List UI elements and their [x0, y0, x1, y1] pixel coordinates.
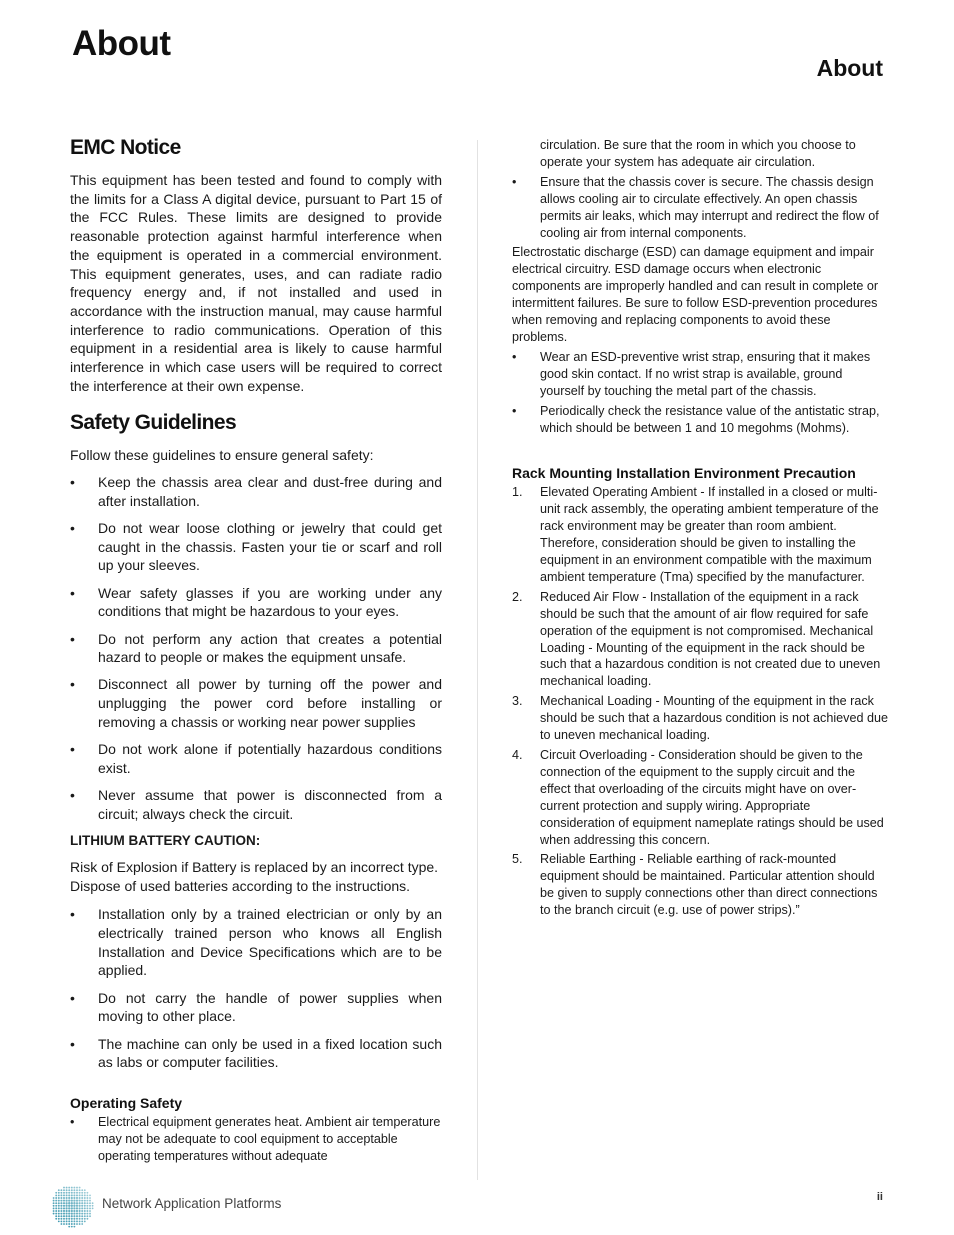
list-item: • Do not work alone if potentially hazardous conditions exist.: [70, 741, 442, 776]
list-item: 2. Reduced Air Flow - Installation of the equipment in a rack should be such that the amount of air flow required for safe operation of the equipment is not compromised. Mechanical Loading - Mounting of the equipment in the rack should be such that a hazardous condition is not created due to uneven mechanical loading.: [512, 589, 881, 689]
list-item: 1. Elevated Operating Ambient - If installed in a closed or multi-unit rack assembly, the operating ambient temperature of the rack environment may be greater than room ambient. Therefore, consideration should be given to installing the equipment in an environment compatible with the maximum ambient temperature (Tma) specified by the manufacturer.: [512, 485, 879, 584]
list-item: • The machine can only be used in a fixed location such as labs or computer facilities.: [70, 1035, 442, 1071]
list-item: • Do not perform any action that creates a potential hazard to people or makes the equipment unsafe.: [70, 630, 442, 666]
esd-list: [512, 349, 888, 437]
right-column: [512, 137, 888, 922]
operating-item1-continued: circulation. Be sure that the room in which you choose to operate your system has adequate air circulation.: [540, 138, 856, 169]
list-item: • Ensure that the chassis cover is secure. The chassis design allows cooling air to circulate effectively. An open chassis permits air leaks, which may interrupt and redirect the flow of cooling air from internal components.: [512, 174, 879, 240]
operating-list-continued: [512, 174, 888, 242]
list-item: • Wear safety glasses if you are working under any conditions that might be hazardous to your eyes.: [70, 584, 442, 620]
bullet: •: [512, 403, 517, 418]
page-number: ii: [876, 1191, 883, 1203]
bullet: •: [70, 906, 75, 923]
list-item: • Disconnect all power by turning off the power and unplugging the power cord before installing or removing a chassis or working near power supplies: [70, 676, 442, 730]
rack-list: [512, 484, 888, 919]
lithium-body: Risk of Explosion if Battery is replaced by an incorrect type. Dispose of used batteries according to the instructions.: [70, 858, 439, 894]
list-item: • Never assume that power is disconnected from a circuit; always check the circuit.: [70, 786, 442, 822]
dotted-globe-icon: [50, 1184, 94, 1228]
page-title: About: [72, 24, 171, 63]
list-item: • Installation only by a trained electrician or only by an electrically trained person who knows all English Installation and Device Specifications which are to be applied.: [70, 906, 442, 979]
list-item: • Do not wear loose clothing or jewelry that could get caught in the chassis. Fasten your tie or scarf and roll up your sleeves.: [70, 520, 442, 574]
safety-heading: Safety Guidelines: [70, 411, 237, 435]
emc-heading: EMC Notice: [70, 136, 181, 159]
bullet: •: [70, 584, 75, 601]
bullet: •: [512, 174, 517, 189]
operating-list: [70, 1114, 442, 1165]
list-item: • Periodically check the resistance value of the antistatic strap, which should be between 1 and 10 megohms (Mohms).: [512, 403, 880, 435]
list-item: 3. Mechanical Loading - Mounting of the equipment in the rack should be such that a hazardous condition is not achieved due to uneven mechanical loading.: [512, 694, 888, 743]
footer-brand: Network Application Platforms: [102, 1196, 282, 1211]
list-item: • Do not carry the handle of power supplies when moving to other place.: [70, 989, 442, 1025]
bullet: •: [70, 1114, 75, 1129]
lithium-heading: LITHIUM BATTERY CAUTION:: [70, 832, 261, 848]
running-head: About: [816, 55, 883, 81]
operating-heading: Operating Safety: [70, 1094, 183, 1111]
column-divider: [477, 140, 478, 1180]
bullet: •: [70, 1035, 75, 1052]
list-item: • Wear an ESD-preventive wrist strap, ensuring that it makes good skin contact. If no wrist strap is available, ground yourself by touching the metal part of the chassis.: [512, 349, 871, 398]
emc-body: This equipment has been tested and found to comply with the limits for a Class A digital device, pursuant to Part 15 of the FCC Rules. These limits are designed to provide reasonable protection against harmful interference when the equipment is operated in a commercial environment. This equipment generates, uses, and can radiate radio frequency energy and, if not installed and used in accordance with the instruction manual, may cause harmful interference to radio communications. Operation of this equipment in a residential area is likely to cause harmful interference in which case users will be required to correct the interference at their own expense.: [70, 172, 442, 394]
bullet: •: [70, 786, 75, 803]
bullet: •: [70, 520, 75, 537]
lithium-list: [70, 905, 442, 1072]
list-item: • Keep the chassis area clear and dust-free during and after installation.: [70, 474, 442, 509]
bullet: •: [70, 741, 75, 758]
esd-paragraph: Electrostatic discharge (ESD) can damage equipment and impair electrical circuitry. ESD damage occurs when electronic components are improperly handled and can result in complete or intermittent failures. Be sure to follow ESD-prevention procedures when removing and replacing components to avoid these problems.: [512, 245, 879, 344]
bullet: •: [70, 676, 75, 693]
safety-list: [70, 473, 442, 823]
list-item: 5. Reliable Earthing - Reliable earthing of rack-mounted equipment should be maintained. Particular attention should be given to supply connections other than direct connections to the branch circuit (e.g. use of power strips).”: [512, 852, 878, 918]
bullet: •: [70, 630, 75, 647]
list-item: • Electrical equipment generates heat. Ambient air temperature may not be adequate to cool equipment to acceptable operating temperatures without adequate: [70, 1114, 441, 1163]
list-item: 4. Circuit Overloading - Consideration should be given to the connection of the equipment to the supply circuit and the effect that overloading of the circuits might have on over-current protection and supply wiring. Appropriate consideration of equipment nameplate ratings should be used when addressing this concern.: [512, 748, 884, 847]
left-column: [70, 136, 442, 1168]
bullet: •: [512, 349, 517, 364]
rack-heading: Rack Mounting Installation Environment Precaution: [512, 465, 856, 482]
bullet: •: [70, 474, 75, 491]
bullet: •: [70, 989, 75, 1006]
safety-intro: Follow these guidelines to ensure general safety:: [70, 447, 374, 464]
